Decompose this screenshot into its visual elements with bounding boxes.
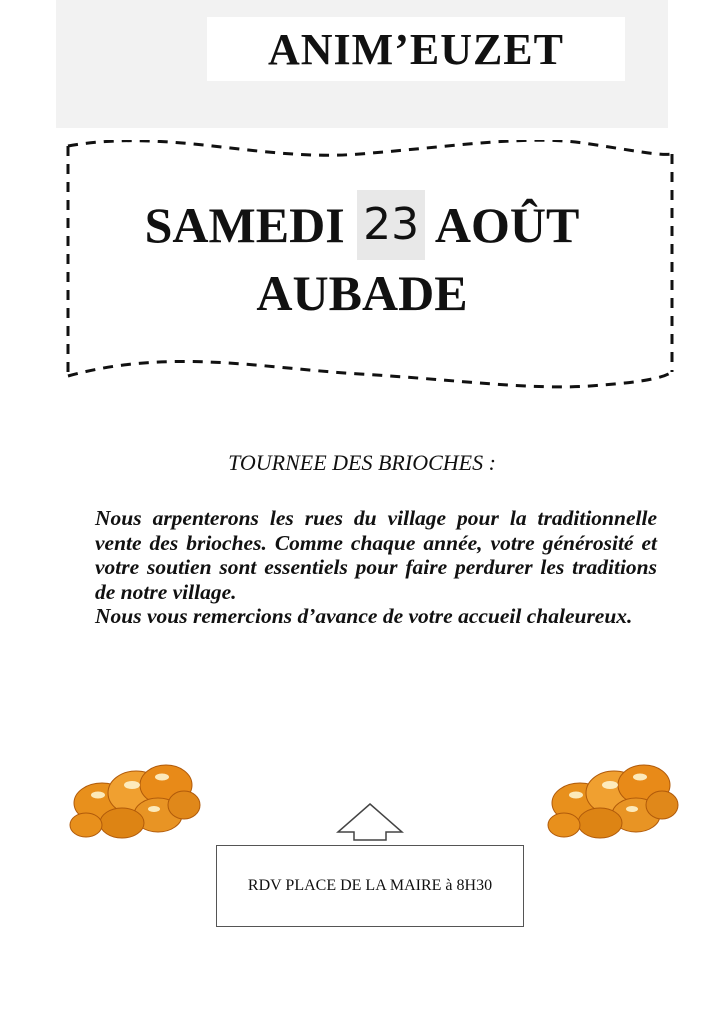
date-day: 23 — [357, 190, 425, 260]
event-date — [0, 190, 724, 260]
meeting-text: RDV PLACE DE LA MAIRE à 8H30 — [247, 877, 493, 894]
header-band — [56, 0, 668, 128]
date-weekday: SAMEDI — [144, 197, 345, 253]
title-box — [207, 17, 625, 81]
body-text — [95, 506, 657, 629]
brioche-illustration-right — [540, 745, 682, 845]
up-arrow-icon — [336, 802, 406, 842]
event-name: AUBADE — [256, 265, 468, 321]
section-heading: TOURNEE DES BRIOCHES : — [228, 450, 496, 475]
paragraph-2: Nous vous remercions d’avance de votre accueil chaleureux. — [95, 604, 633, 628]
page-title: ANIM’EUZET — [267, 24, 565, 74]
paragraph-1: Nous arpenterons les rues du village pour la traditionnelle vente des brioches. Comme chaque année, votre générosité et votre soutien sont essentiels pour faire perdurer les traditions de notre village. — [95, 506, 657, 604]
meeting-info-box — [216, 845, 524, 927]
date-month: AOÛT — [434, 197, 580, 253]
brioche-illustration-left — [62, 745, 204, 845]
